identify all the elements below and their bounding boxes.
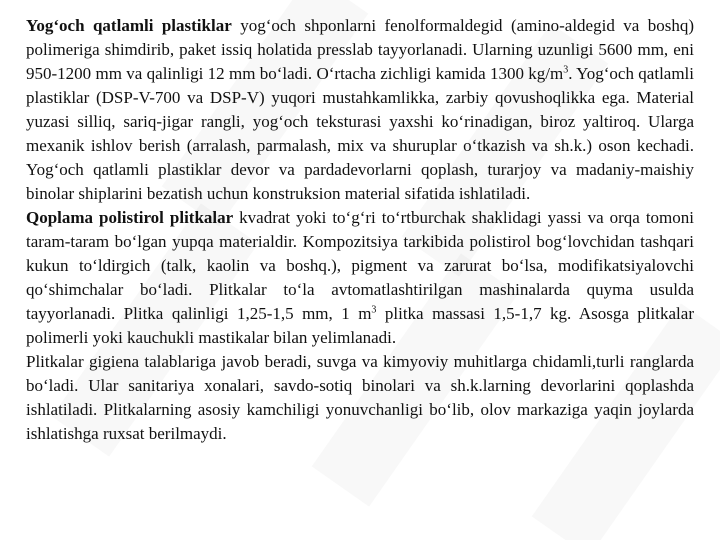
document-body xyxy=(26,14,694,446)
paragraph-heading: Qoplama polistirol plitkalar xyxy=(26,208,234,227)
superscript: 3 xyxy=(371,304,377,316)
paragraph-tile-usage xyxy=(26,350,694,446)
paragraph-plywood-plastics xyxy=(26,14,694,206)
paragraph-text: plitka massasi 1,5-1,7 kg. Asosga plitkalar polimerli yoki kauchukli mastikalar bilan yelimlanadi. xyxy=(26,304,694,347)
paragraph-text: yog‘och shponlarni fenolformaldegid (amino-aldegid va boshq) polimeriga shimdirib, paket issiq holatida presslab tayyorlanadi. Ularning uzunligi 5600 mm, eni 950-1200 mm va qalinligi 12 mm bo‘ladi. O‘rtacha zichligi kamida 1300 kg/m xyxy=(26,16,694,83)
paragraph-text: Plitkalar gigiena talablariga javob beradi, suvga va kimyoviy muhitlarga chidamli,turli ranglarda bo‘ladi. Ular sanitariya xonalari, savdo-sotiq binolari va sh.k.larning devorlarini qoplashda ishlatiladi. Plitkalarning asosiy kamchiligi yonuvchanligi bo‘lib, olov markaziga yaqin joylarda ishlatishga ruxsat berilmaydi. xyxy=(26,352,694,443)
superscript: 3 xyxy=(563,64,569,76)
paragraph-text: kvadrat yoki to‘g‘ri to‘rtburchak shaklidagi yassi va orqa tomoni taram-taram bo‘lgan yupqa materialdir. Kompozitsiya tarkibida polistirol bog‘lovchidan tashqari kukun to‘ldirgich (talk, kaolin va boshq.), pigment va zarurat bo‘lsa, modifikatsiyalovchi qo‘shimchalar bo‘ladi. Plitkalar to‘la avtomatlashtirilgan mashinalarda quyma usulda tayyorlanadi. Plitka qalinligi 1,25-1,5 mm, 1 m xyxy=(26,208,694,323)
paragraph-polystyrene-tiles xyxy=(26,206,694,350)
paragraph-heading: Yog‘och qatlamli plastiklar xyxy=(26,16,232,35)
paragraph-text: . Yog‘och qatlamli plastiklar (DSP-V-700 va DSP-V) yuqori mustahkamlikka, zarbiy qovushoqlikka ega. Material yuzasi silliq, sariq-jigar rangli, yog‘och teksturasi yaxshi ko‘rinadigan, biroz yaltiroq. Ularga mexanik ishlov berish (arralash, parmalash, mix va shuruplar o‘tkazish va sh.k.) oson kechadi. Yog‘och qatlamli plastiklar devor va pardadevorlarni qoplash, turarjoy va madaniy-maishiy binolar shiplarini bezatish uchun konstruksion material sifatida ishlatiladi. xyxy=(26,64,695,203)
